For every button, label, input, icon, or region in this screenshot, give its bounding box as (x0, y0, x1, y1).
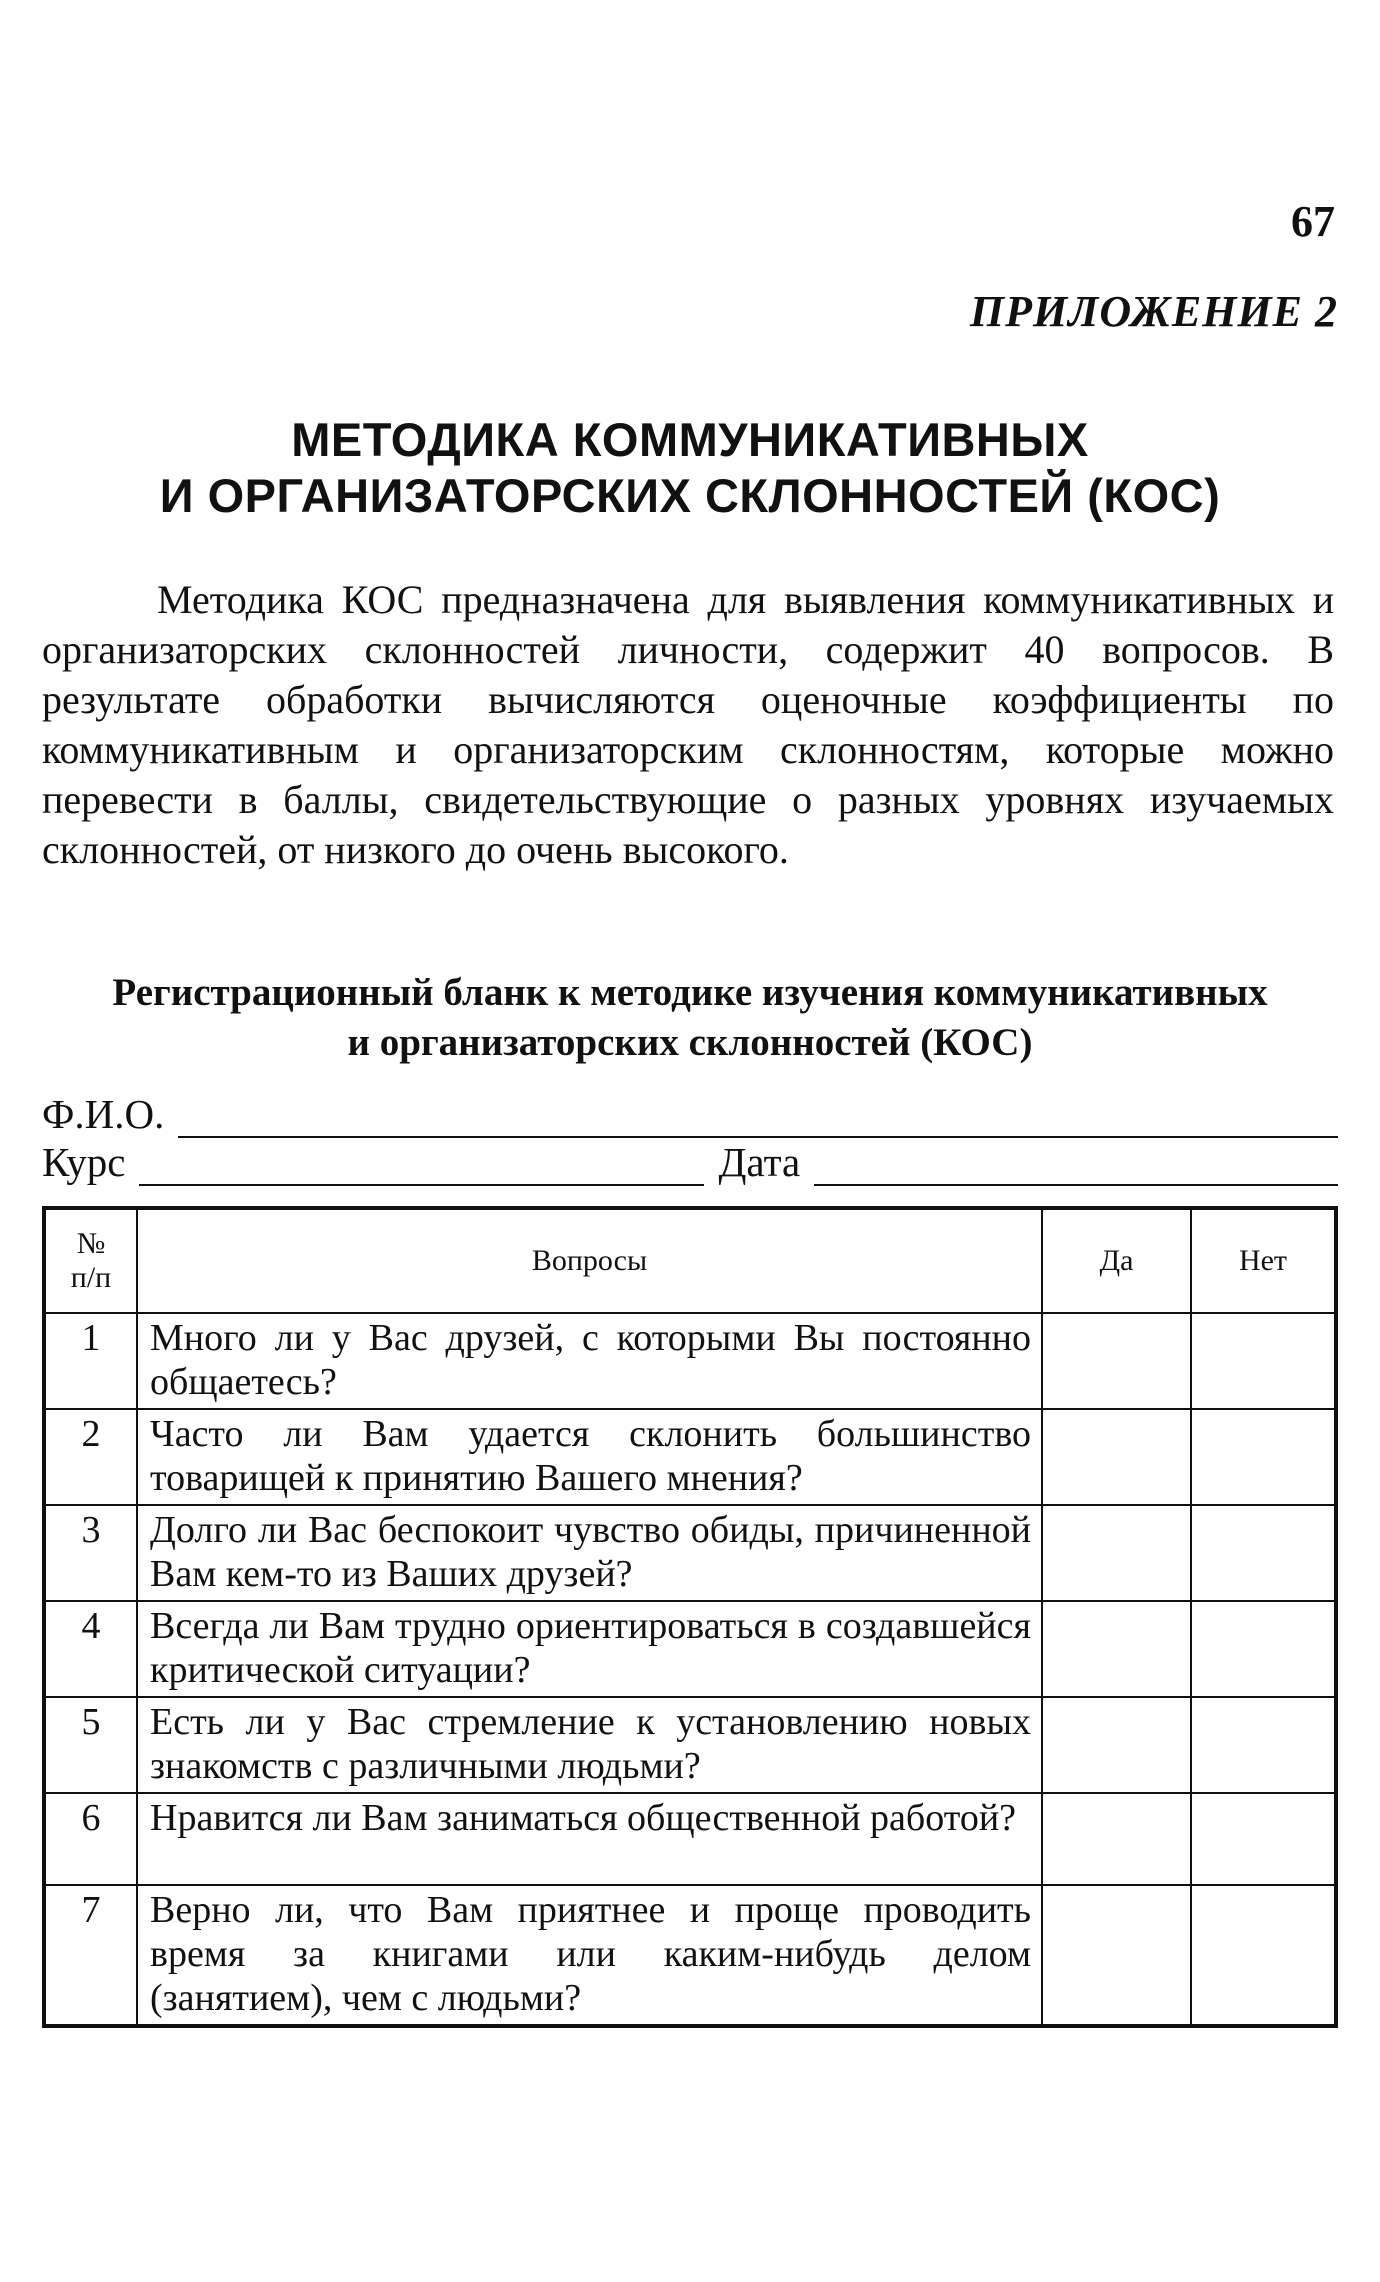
table-row (44, 1505, 1336, 1601)
questions-table (42, 1206, 1338, 2028)
date-blank-line[interactable] (814, 1148, 1338, 1186)
question-text: Нравится ли Вам заниматься общественной работой? (137, 1793, 1042, 1885)
question-text: Часто ли Вам удается склонить большинство товарищей к принятию Вашего мнения? (137, 1409, 1042, 1505)
header-number (44, 1208, 137, 1313)
header-number-abbr: п/п (70, 1261, 112, 1294)
answer-yes-cell[interactable] (1042, 1313, 1191, 1409)
answer-no-cell[interactable] (1191, 1793, 1336, 1885)
form-title-line-2: и организаторских склонностей (КОС) (347, 1021, 1033, 1064)
document-title-line-1: МЕТОДИКА КОММУНИКАТИВНЫХ (291, 413, 1089, 466)
page-number: 67 (1291, 197, 1335, 246)
fio-label: Ф.И.О. (42, 1091, 165, 1137)
question-text: Верно ли, что Вам приятнее и проще проводить время за книгами или каким-нибудь делом (занятием), чем с людьми? (137, 1885, 1042, 2026)
course-label: Курс (42, 1139, 126, 1185)
question-number: 2 (44, 1409, 137, 1505)
table-header-row (44, 1208, 1336, 1313)
question-text: Всегда ли Вам трудно ориентироваться в создавшейся критической ситуации? (137, 1601, 1042, 1697)
fio-field-row (42, 1090, 1338, 1138)
date-label: Дата (718, 1139, 801, 1185)
intro-paragraph: Методика КОС предназначена для выявления коммуникативных и организаторских склонностей личности, содержит 40 вопросов. В результате обработки вычисляются оценочные коэффициенты по коммуникативным и организаторским склонностям, которые можно перевести в баллы, свидетельствующие о разных уровнях изучаемых склонностей, от низкого до очень высокого. (42, 577, 1334, 872)
question-text: Есть ли у Вас стремление к установлению новых знакомств с различными людьми? (137, 1697, 1042, 1793)
answer-no-cell[interactable] (1191, 1505, 1336, 1601)
question-number: 3 (44, 1505, 137, 1601)
table-row (44, 1697, 1336, 1793)
answer-no-cell[interactable] (1191, 1885, 1336, 2026)
answer-no-cell[interactable] (1191, 1409, 1336, 1505)
answer-no-cell[interactable] (1191, 1697, 1336, 1793)
table-row (44, 1885, 1336, 2026)
question-number: 1 (44, 1313, 137, 1409)
answer-yes-cell[interactable] (1042, 1601, 1191, 1697)
form-title-line-1: Регистрационный бланк к методике изучения коммуникативных (112, 971, 1268, 1014)
question-number: 7 (44, 1885, 137, 2026)
document-title-line-2: И ОРГАНИЗАТОРСКИХ СКЛОННОСТЕЙ (КОС) (159, 469, 1221, 522)
answer-yes-cell[interactable] (1042, 1793, 1191, 1885)
header-no: Нет (1191, 1208, 1336, 1313)
course-date-row (42, 1138, 1338, 1186)
answer-yes-cell[interactable] (1042, 1505, 1191, 1601)
table-body (44, 1313, 1336, 2026)
question-text: Много ли у Вас друзей, с которыми Вы постоянно общаетесь? (137, 1313, 1042, 1409)
answer-no-cell[interactable] (1191, 1313, 1336, 1409)
answer-yes-cell[interactable] (1042, 1697, 1191, 1793)
course-blank-line[interactable] (139, 1148, 704, 1186)
answer-yes-cell[interactable] (1042, 1885, 1191, 2026)
fio-blank-line[interactable] (178, 1100, 1338, 1138)
document-title (40, 412, 1340, 524)
header-number-sign: № (76, 1227, 106, 1260)
table-row (44, 1601, 1336, 1697)
table-row (44, 1313, 1336, 1409)
answer-yes-cell[interactable] (1042, 1409, 1191, 1505)
question-number: 4 (44, 1601, 137, 1697)
header-questions: Вопросы (137, 1208, 1042, 1313)
question-number: 5 (44, 1697, 137, 1793)
form-title (40, 968, 1340, 1068)
header-yes: Да (1042, 1208, 1191, 1313)
appendix-label: ПРИЛОЖЕНИЕ 2 (969, 287, 1338, 336)
table-row (44, 1409, 1336, 1505)
question-number: 6 (44, 1793, 137, 1885)
answer-no-cell[interactable] (1191, 1601, 1336, 1697)
table-row (44, 1793, 1336, 1885)
question-text: Долго ли Вас беспокоит чувство обиды, причиненной Вам кем-то из Ваших друзей? (137, 1505, 1042, 1601)
